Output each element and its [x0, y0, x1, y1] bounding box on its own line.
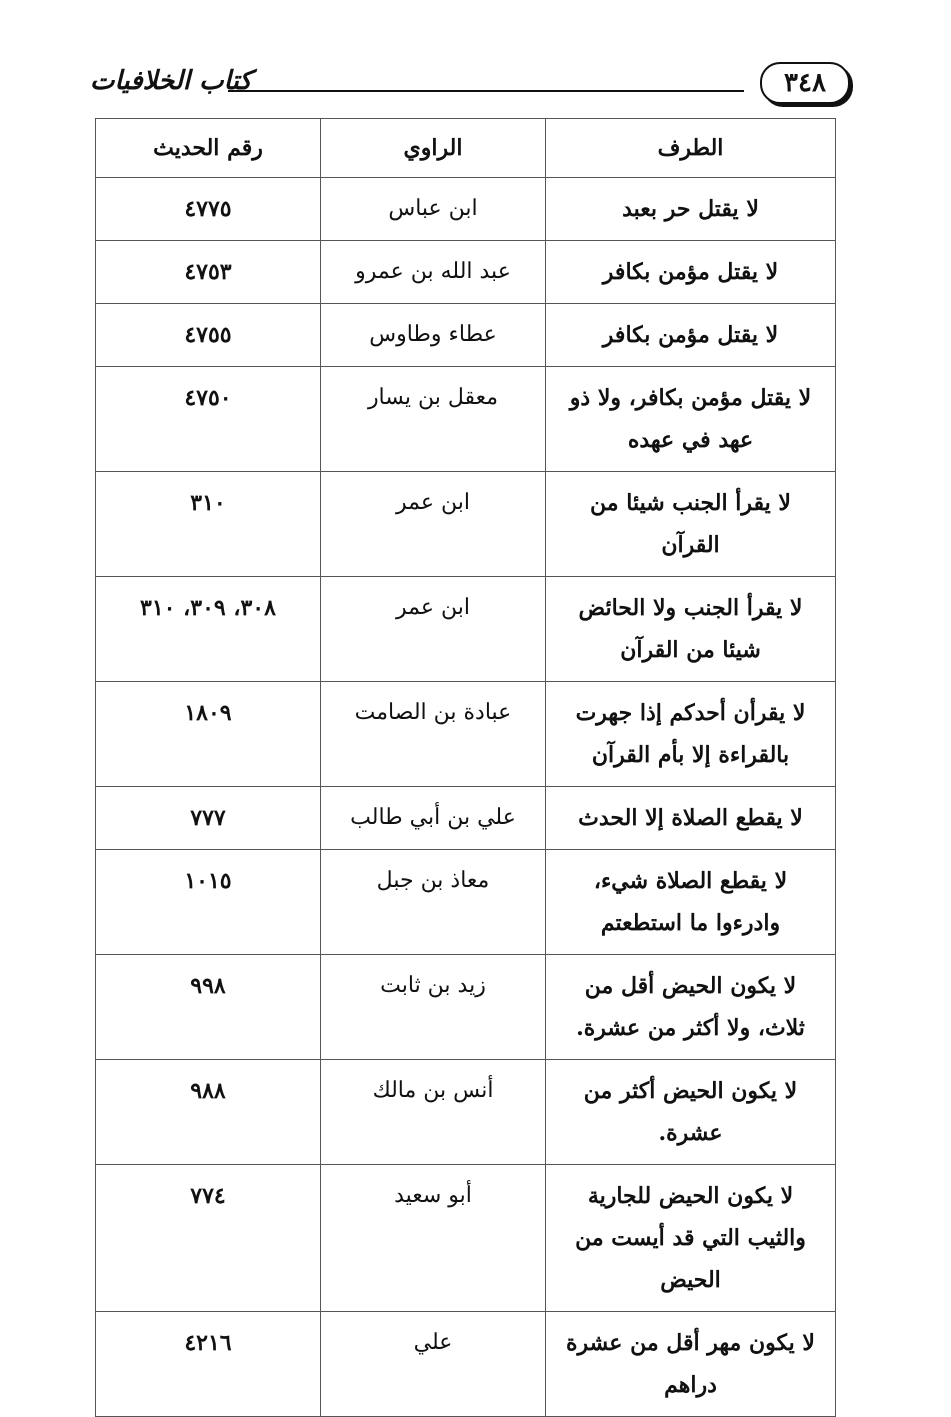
taraf-cell: لا يقرأ الجنب ولا الحائض شيئا من القرآن [546, 577, 836, 682]
rawi-cell: علي [321, 1312, 546, 1417]
page-number: ٣٤٨ [760, 62, 850, 104]
table-row [96, 955, 836, 1060]
rawi-cell: علي بن أبي طالب [321, 787, 546, 850]
taraf-cell: لا يقتل مؤمن بكافر، ولا ذو عهد في عهده [546, 367, 836, 472]
taraf-cell: لا يكون مهر أقل من عشرة دراهم [546, 1312, 836, 1417]
column-header-hadith-number: رقم الحديث [96, 119, 321, 178]
rawi-cell: أبو سعيد [321, 1165, 546, 1312]
table-row [96, 1312, 836, 1417]
taraf-cell: لا يقتل حر بعبد [546, 178, 836, 241]
hadith-number-cell: ٤٧٥٣ [96, 241, 321, 304]
taraf-cell: لا يقطع الصلاة إلا الحدث [546, 787, 836, 850]
hadith-index-table [95, 118, 836, 1417]
hadith-number-cell: ٤٧٥٥ [96, 304, 321, 367]
rawi-cell: عبد الله بن عمرو [321, 241, 546, 304]
table-row [96, 787, 836, 850]
page-header [90, 58, 850, 114]
table-row [96, 304, 836, 367]
hadith-number-cell: ٩٩٨ [96, 955, 321, 1060]
table-row [96, 577, 836, 682]
rawi-cell: ابن عمر [321, 472, 546, 577]
taraf-cell: لا يقرأ الجنب شيئا من القرآن [546, 472, 836, 577]
rawi-cell: عطاء وطاوس [321, 304, 546, 367]
table-row [96, 1165, 836, 1312]
taraf-cell: لا يكون الحيض أقل من ثلاث، ولا أكثر من عشرة. [546, 955, 836, 1060]
header-divider [228, 90, 744, 92]
column-header-taraf: الطرف [546, 119, 836, 178]
taraf-cell: لا يقرأن أحدكم إذا جهرت بالقراءة إلا بأم القرآن [546, 682, 836, 787]
hadith-number-cell: ٩٨٨ [96, 1060, 321, 1165]
rawi-cell: معقل بن يسار [321, 367, 546, 472]
rawi-cell: ابن عباس [321, 178, 546, 241]
hadith-number-cell: ٤٧٥٠ [96, 367, 321, 472]
taraf-cell: لا يكون الحيض للجارية والثيب التي قد أيست من الحيض [546, 1165, 836, 1312]
table-row [96, 241, 836, 304]
table-row [96, 850, 836, 955]
rawi-cell: ابن عمر [321, 577, 546, 682]
rawi-cell: معاذ بن جبل [321, 850, 546, 955]
table-row [96, 682, 836, 787]
taraf-cell: لا يقتل مؤمن بكافر [546, 241, 836, 304]
hadith-number-cell: ٣٠٨، ٣٠٩، ٣١٠ [96, 577, 321, 682]
table-row [96, 1060, 836, 1165]
hadith-number-cell: ٤٢١٦ [96, 1312, 321, 1417]
hadith-index-table-wrapper [95, 118, 835, 1417]
column-header-rawi: الراوي [321, 119, 546, 178]
taraf-cell: لا يكون الحيض أكثر من عشرة. [546, 1060, 836, 1165]
taraf-cell: لا يقطع الصلاة شيء، وادرءوا ما استطعتم [546, 850, 836, 955]
hadith-number-cell: ٣١٠ [96, 472, 321, 577]
table-header-row [96, 119, 836, 178]
hadith-number-cell: ٧٧٤ [96, 1165, 321, 1312]
book-title: كتاب الخلافيات [90, 66, 252, 96]
hadith-number-cell: ١٠١٥ [96, 850, 321, 955]
hadith-number-cell: ١٨٠٩ [96, 682, 321, 787]
rawi-cell: عبادة بن الصامت [321, 682, 546, 787]
table-row [96, 178, 836, 241]
table-row [96, 367, 836, 472]
table-row [96, 472, 836, 577]
hadith-number-cell: ٤٧٧٥ [96, 178, 321, 241]
taraf-cell: لا يقتل مؤمن بكافر [546, 304, 836, 367]
rawi-cell: زيد بن ثابت [321, 955, 546, 1060]
rawi-cell: أنس بن مالك [321, 1060, 546, 1165]
hadith-number-cell: ٧٧٧ [96, 787, 321, 850]
